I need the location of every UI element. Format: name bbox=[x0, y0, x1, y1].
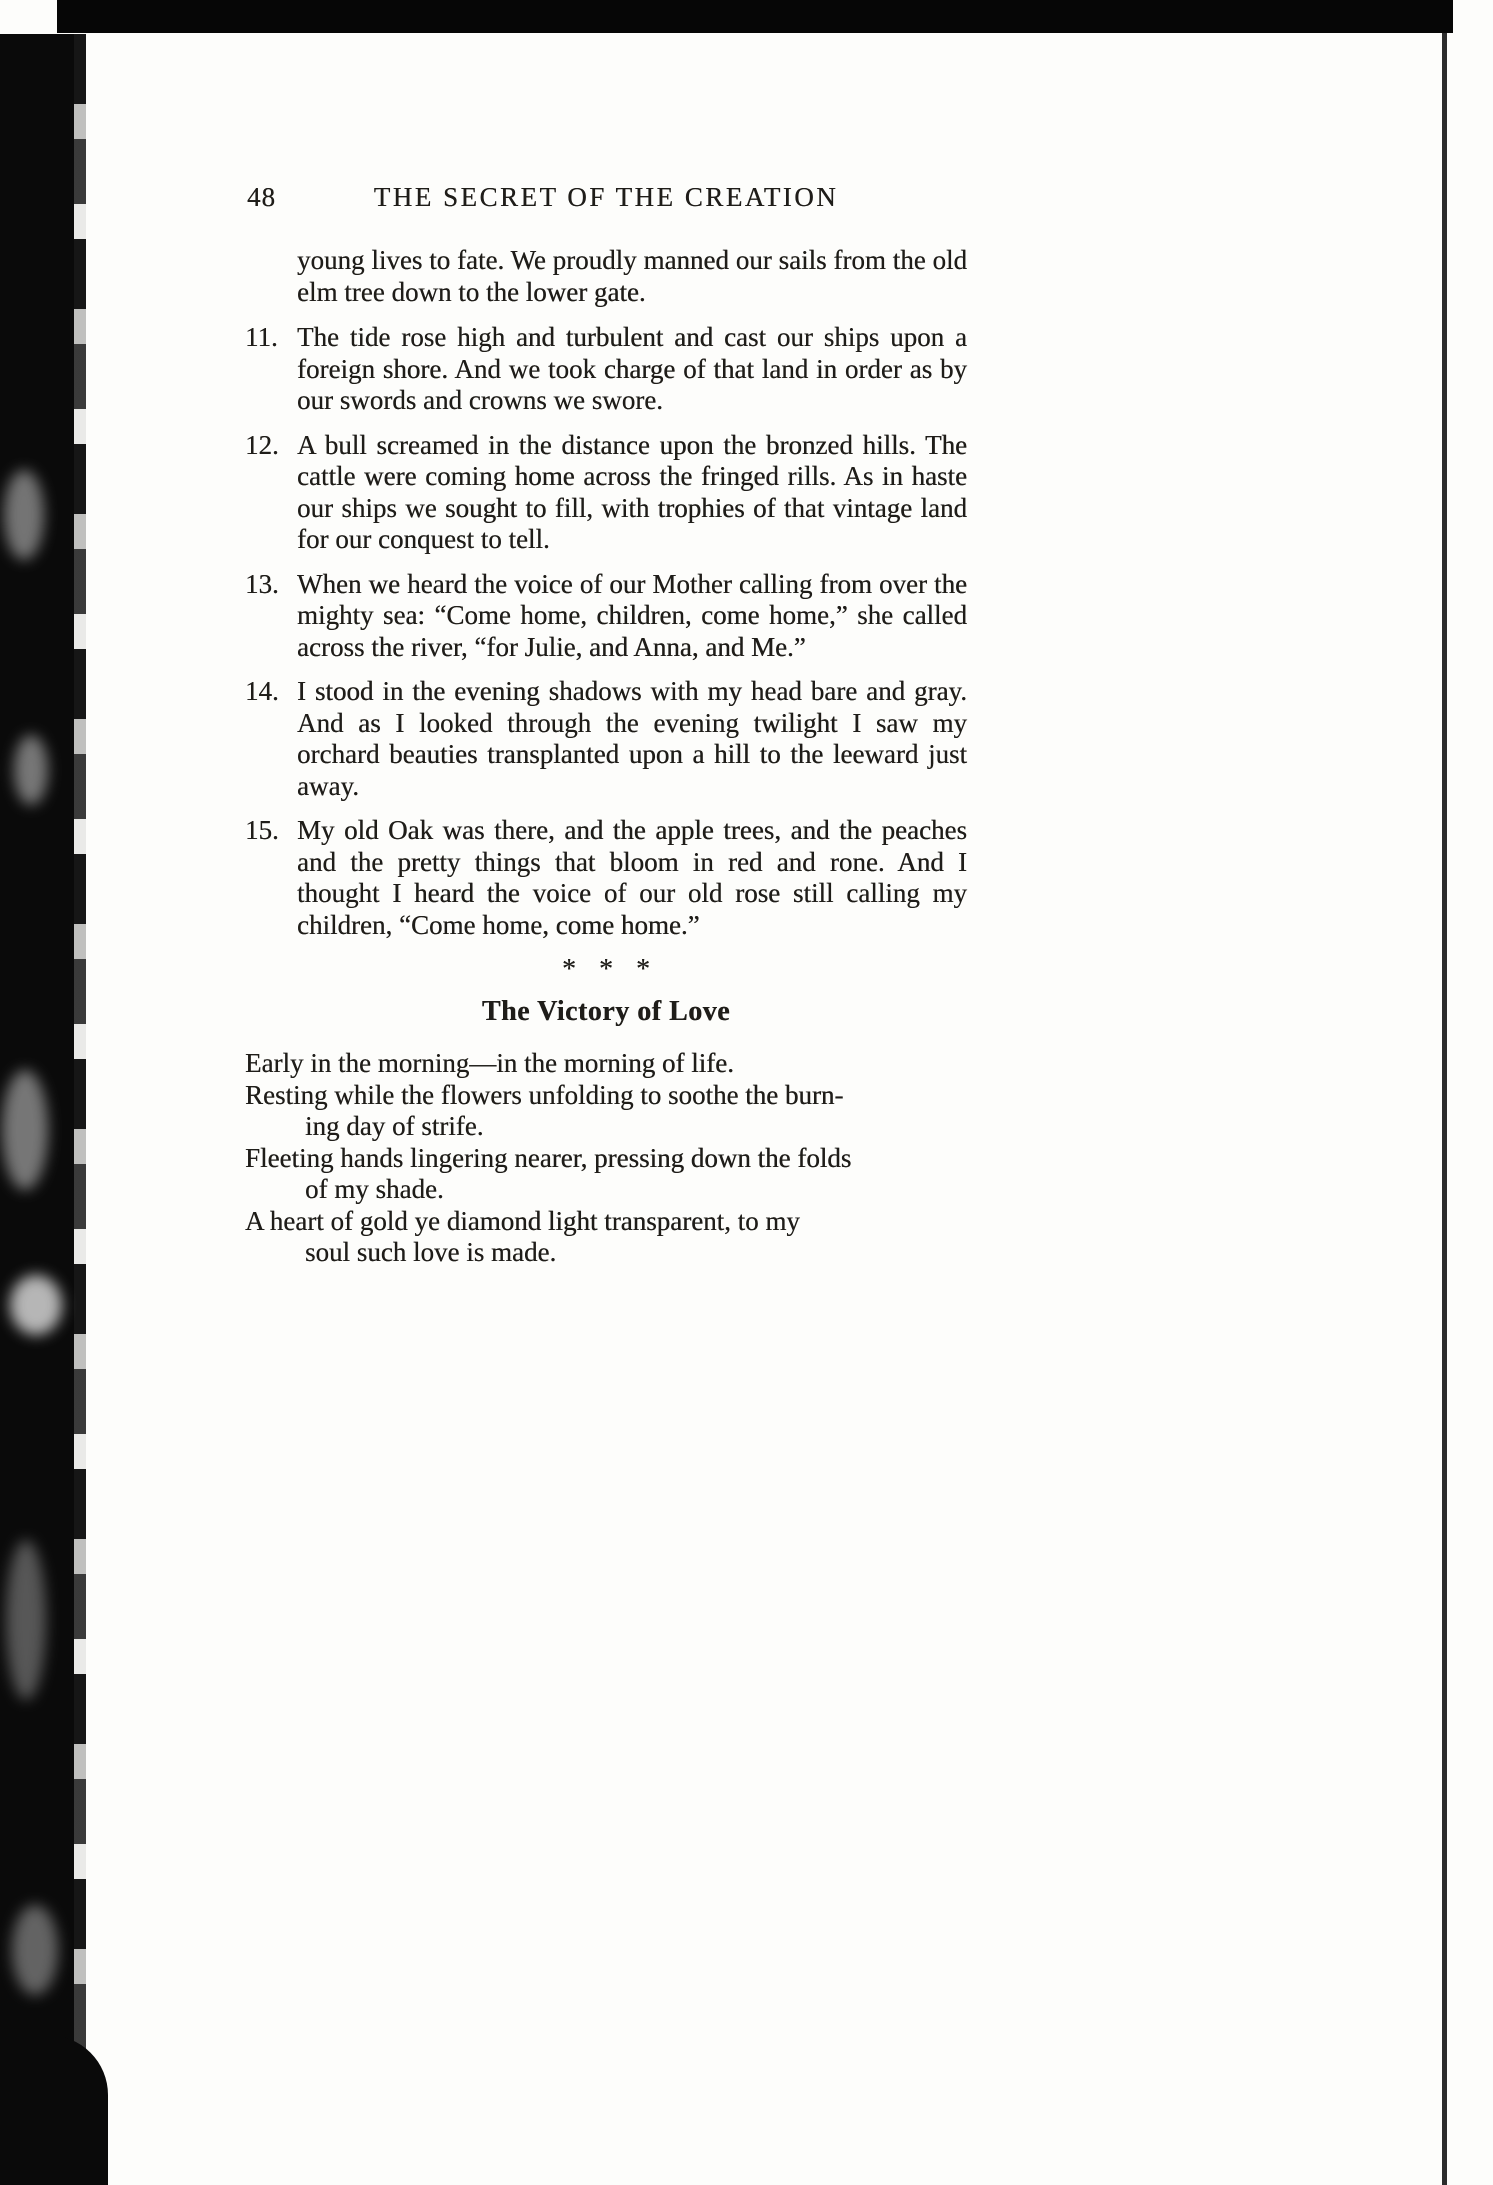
section-title: The Victory of Love bbox=[481, 995, 731, 1027]
scan-border-right bbox=[1442, 33, 1447, 2185]
item-number: 11. bbox=[245, 322, 278, 352]
scan-smudge bbox=[4, 470, 44, 560]
scan-corner-bottom-left bbox=[0, 2035, 108, 2185]
item-text: The tide rose high and turbulent and cast our ships upon a foreign shore. And we took charge of that land in order as by our swords and crowns we swore. bbox=[297, 322, 967, 415]
poem-line-continuation: soul such love is made. bbox=[305, 1237, 557, 1267]
poem bbox=[245, 1048, 967, 1269]
list-item-14 bbox=[245, 676, 967, 802]
poem-line-continuation: of my shade. bbox=[305, 1174, 444, 1204]
item-text: My old Oak was there, and the apple trees, and the peaches and the pretty things that bloom in red and rone. And I thought I heard the voice of our old rose still calling my children, “Come home, come home.” bbox=[297, 815, 967, 940]
item-number: 14. bbox=[245, 676, 279, 706]
item-text: A bull screamed in the distance upon the bronzed hills. The cattle were coming home across the fringed rills. As in haste our ships we sought to fill, with trophies of that vintage land for our conquest to tell. bbox=[297, 429, 967, 554]
scan-smudge bbox=[2, 1070, 48, 1190]
poem-line: Fleeting hands lingering nearer, pressing down the folds bbox=[245, 1142, 852, 1173]
scan-smudge bbox=[10, 1275, 62, 1335]
list-item-15 bbox=[245, 815, 967, 941]
item-number: 12. bbox=[245, 429, 279, 460]
page-content bbox=[245, 182, 967, 1269]
poem-line: A heart of gold ye diamond light transparent, to my bbox=[245, 1205, 800, 1236]
item-number: 15. bbox=[245, 815, 279, 845]
scan-smudge bbox=[14, 735, 48, 805]
list-item-13 bbox=[245, 569, 967, 664]
scan-border-top bbox=[57, 0, 1453, 33]
poem-line: Resting while the flowers unfolding to soothe the burn- bbox=[245, 1079, 844, 1110]
poem-line: Early in the morning—in the morning of life. bbox=[245, 1048, 734, 1078]
item-text: When we heard the voice of our Mother calling from over the mighty sea: “Come home, children, come home,” she called across the river, “for Julie, and Anna, and Me.” bbox=[297, 568, 967, 662]
list-item-11 bbox=[245, 322, 967, 417]
item-number: 13. bbox=[245, 568, 279, 599]
scan-smudge bbox=[6, 1540, 46, 1700]
running-title: THE SECRET OF THE CREATION bbox=[373, 182, 839, 212]
asterisk-separator: * * * bbox=[562, 954, 650, 985]
list-item-12 bbox=[245, 430, 967, 556]
scan-smudge bbox=[12, 1905, 58, 1995]
poem-line-continuation: ing day of strife. bbox=[305, 1111, 484, 1141]
item-text: I stood in the evening shadows with my head bare and gray. And as I looked through the evening twilight I saw my orchard beauties transplanted upon a hill to the leeward just away. bbox=[297, 676, 967, 801]
page-header bbox=[245, 182, 967, 216]
continuation-paragraph: young lives to fate. We proudly manned our sails from the old elm tree down to the lower gate. bbox=[297, 245, 967, 307]
scan-border-left-ragged-edge bbox=[74, 34, 86, 2185]
page-number: 48 bbox=[247, 182, 276, 212]
